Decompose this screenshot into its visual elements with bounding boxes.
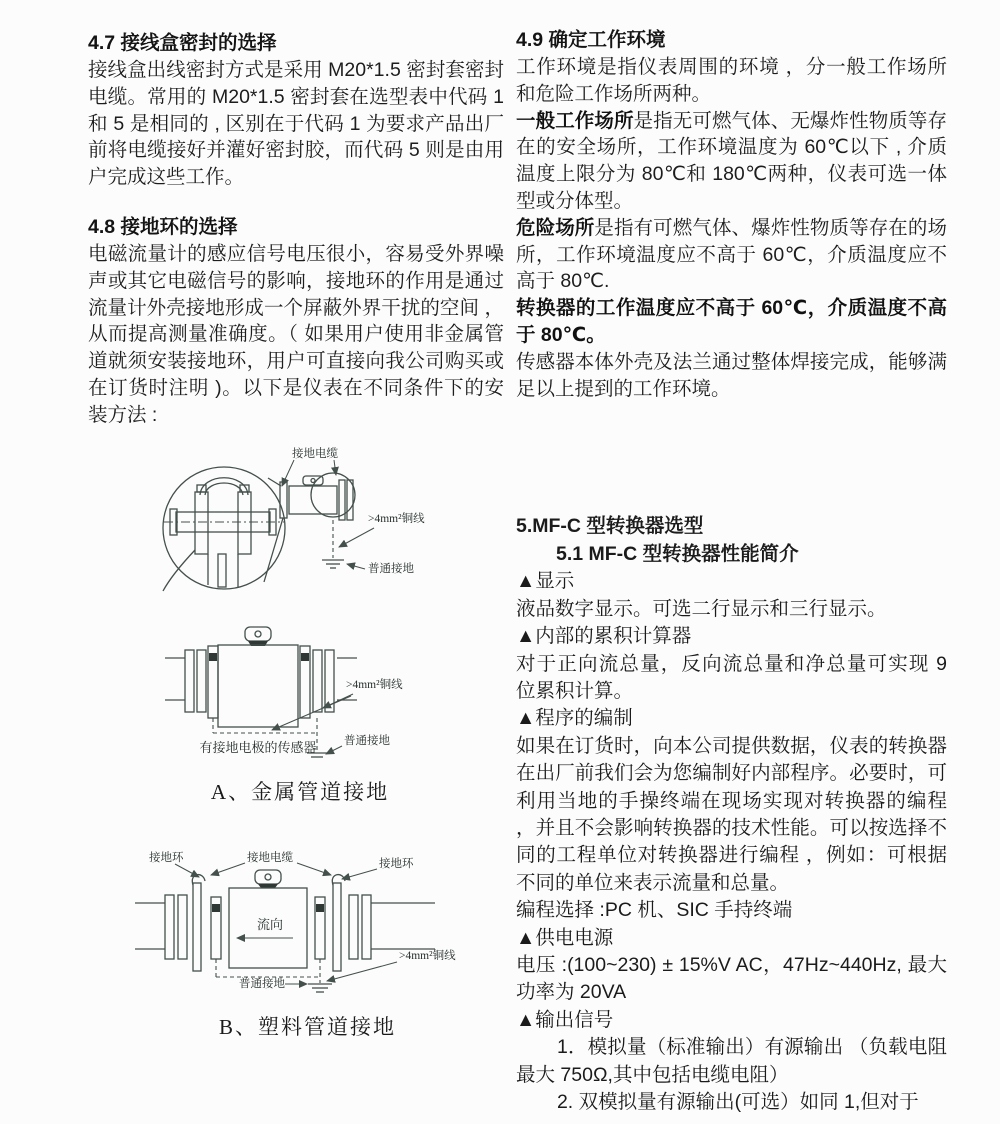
programming-options: 编程选择 :PC 机、SIC 手持终端 (516, 899, 793, 922)
label-flow-direction: 流向 (257, 917, 284, 932)
hazard-site-lead: 危险场所 (516, 216, 595, 239)
label-grounded-electrode-sensor: 有接地电极的传感器 (199, 740, 317, 755)
label-ground-ring-left: 接地环 (149, 852, 184, 864)
figure-magnified-grounding-detail (148, 440, 463, 600)
output-item-2: 2. 双模拟量有源输出(可选）如同 1,但对于 (556, 1091, 919, 1114)
programming-text: 如果在订货时，向本公司提供数据，仪表的转换器在出厂前我们会为您编制好内部程序。必要时，可利用当地的手操终端在现场实现对转换器的编程 ，并且不会影响转换器的技术性能。可以按选择不同的工程单位对转换器进行编程 ，例如：可根据不同的单位来表示流量和总量。 (516, 734, 947, 894)
label-common-ground: 普通接地 (368, 563, 414, 575)
label-grounding-cable-b: 接地电缆 (247, 852, 293, 864)
section-4-9-p4: 转换器的工作温度应不高于 60℃，介质温度不高于 80℃。 (516, 297, 947, 346)
power-text: 电压 :(100~230) ± 15%V AC，47Hz~440Hz, 最大功率为 20VA (516, 954, 947, 1004)
power-heading: ▲供电电源 (516, 926, 614, 949)
section-4-9-p2 (516, 108, 947, 215)
section-5 (516, 512, 947, 1116)
totalizer-text: 对于正向流总量，反向流总量和净总量可实现 9 位累积计算。 (516, 652, 947, 702)
figure-b-drawing (135, 845, 480, 1001)
hazard-site-rest: 是指有可燃气体、爆炸性物质等存在的场所，工作环境温度应不高于 60℃，介质温度应不高于 80℃. (516, 216, 947, 293)
section-5-1-subtitle: 5.1 MF-C 型转换器性能简介 (556, 543, 799, 566)
general-site-lead: 一般工作场所 (516, 109, 634, 132)
section-4-9-p3 (516, 215, 947, 295)
general-site-rest: 是指无可燃气体、无爆炸性物质等存在的安全场所，工作环境温度为 60℃以下 , 介质温度上限分为 80℃和 180℃两种，仪表可选一体型或分体型。 (516, 109, 947, 212)
section-4-8-title: 4.8 接地环的选择 (88, 215, 238, 238)
figure-b-caption: B、塑料管道接地 (218, 1015, 396, 1039)
right-column (516, 27, 947, 1116)
label-copper-wire-b: >4mm²铜线 (399, 950, 456, 962)
label-common-ground-b: 普通接地 (239, 978, 285, 990)
display-heading: ▲显示 (516, 570, 575, 593)
section-5-title: 5.MF-C 型转换器选型 (516, 515, 704, 538)
totalizer-heading: ▲内部的累积计算器 (516, 625, 692, 648)
label-common-ground-a: 普通接地 (344, 735, 390, 747)
label-copper-wire-a: >4mm²铜线 (346, 679, 403, 691)
figure-plastic-pipe-grounding (135, 845, 480, 1041)
section-4-8-body: 电磁流量计的感应信号电压很小，容易受外界噪声或其它电磁信号的影响，接地环的作用是通过流量计外壳接地形成一个屏蔽外界干扰的空间 ，从而提高测量准确度。（ 如果用户使用非金属管道就须安装接地环，用户可直接向我公司购买或在订货时注明 )。以下是仪表在不同条件下的安装方法 : (88, 242, 504, 426)
section-4-7-body: 接线盒出线密封方式是采用 M20*1.5 密封套密封电缆。常用的 M20*1.5 密封套在选型表中代码 1 和 5 是相同的 , 区别在于代码 1 为要求产品出厂前将电缆接好并灌好密封胶，而代码 5 则是由用户完成这些工作。 (88, 59, 504, 189)
figure-a-caption: A、金属管道接地 (210, 780, 390, 804)
section-4-9-p1: 工作环境是指仪表周围的环境 ，分一般工作场所和危险工作场所两种。 (516, 56, 947, 105)
display-text: 液品数字显示。可选二行显示和三行显示。 (516, 597, 887, 620)
zoom-source-circle (311, 473, 355, 517)
label-copper-wire: >4mm²铜线 (368, 513, 425, 525)
output-heading: ▲输出信号 (516, 1008, 614, 1031)
figure-a-drawing (160, 622, 440, 766)
figure-magnified-drawing (148, 440, 463, 600)
left-column (88, 30, 504, 429)
figure-metal-pipe-grounding (160, 622, 440, 806)
section-4-9-title: 4.9 确定工作环境 (516, 29, 666, 51)
label-ground-ring-right: 接地环 (379, 858, 414, 870)
section-4-7-title: 4.7 接线盒密封的选择 (88, 32, 277, 54)
output-item-1: 1．模拟量（标准输出）有源输出 （负载电阻最大 750Ω,其中包括电缆电阻） (516, 1036, 947, 1086)
section-4-9-p5: 传感器本体外壳及法兰通过整体焊接完成，能够满足以上提到的工作环境。 (516, 350, 947, 400)
label-grounding-cable: 接地电缆 (292, 448, 338, 460)
programming-heading: ▲程序的编制 (516, 707, 633, 730)
